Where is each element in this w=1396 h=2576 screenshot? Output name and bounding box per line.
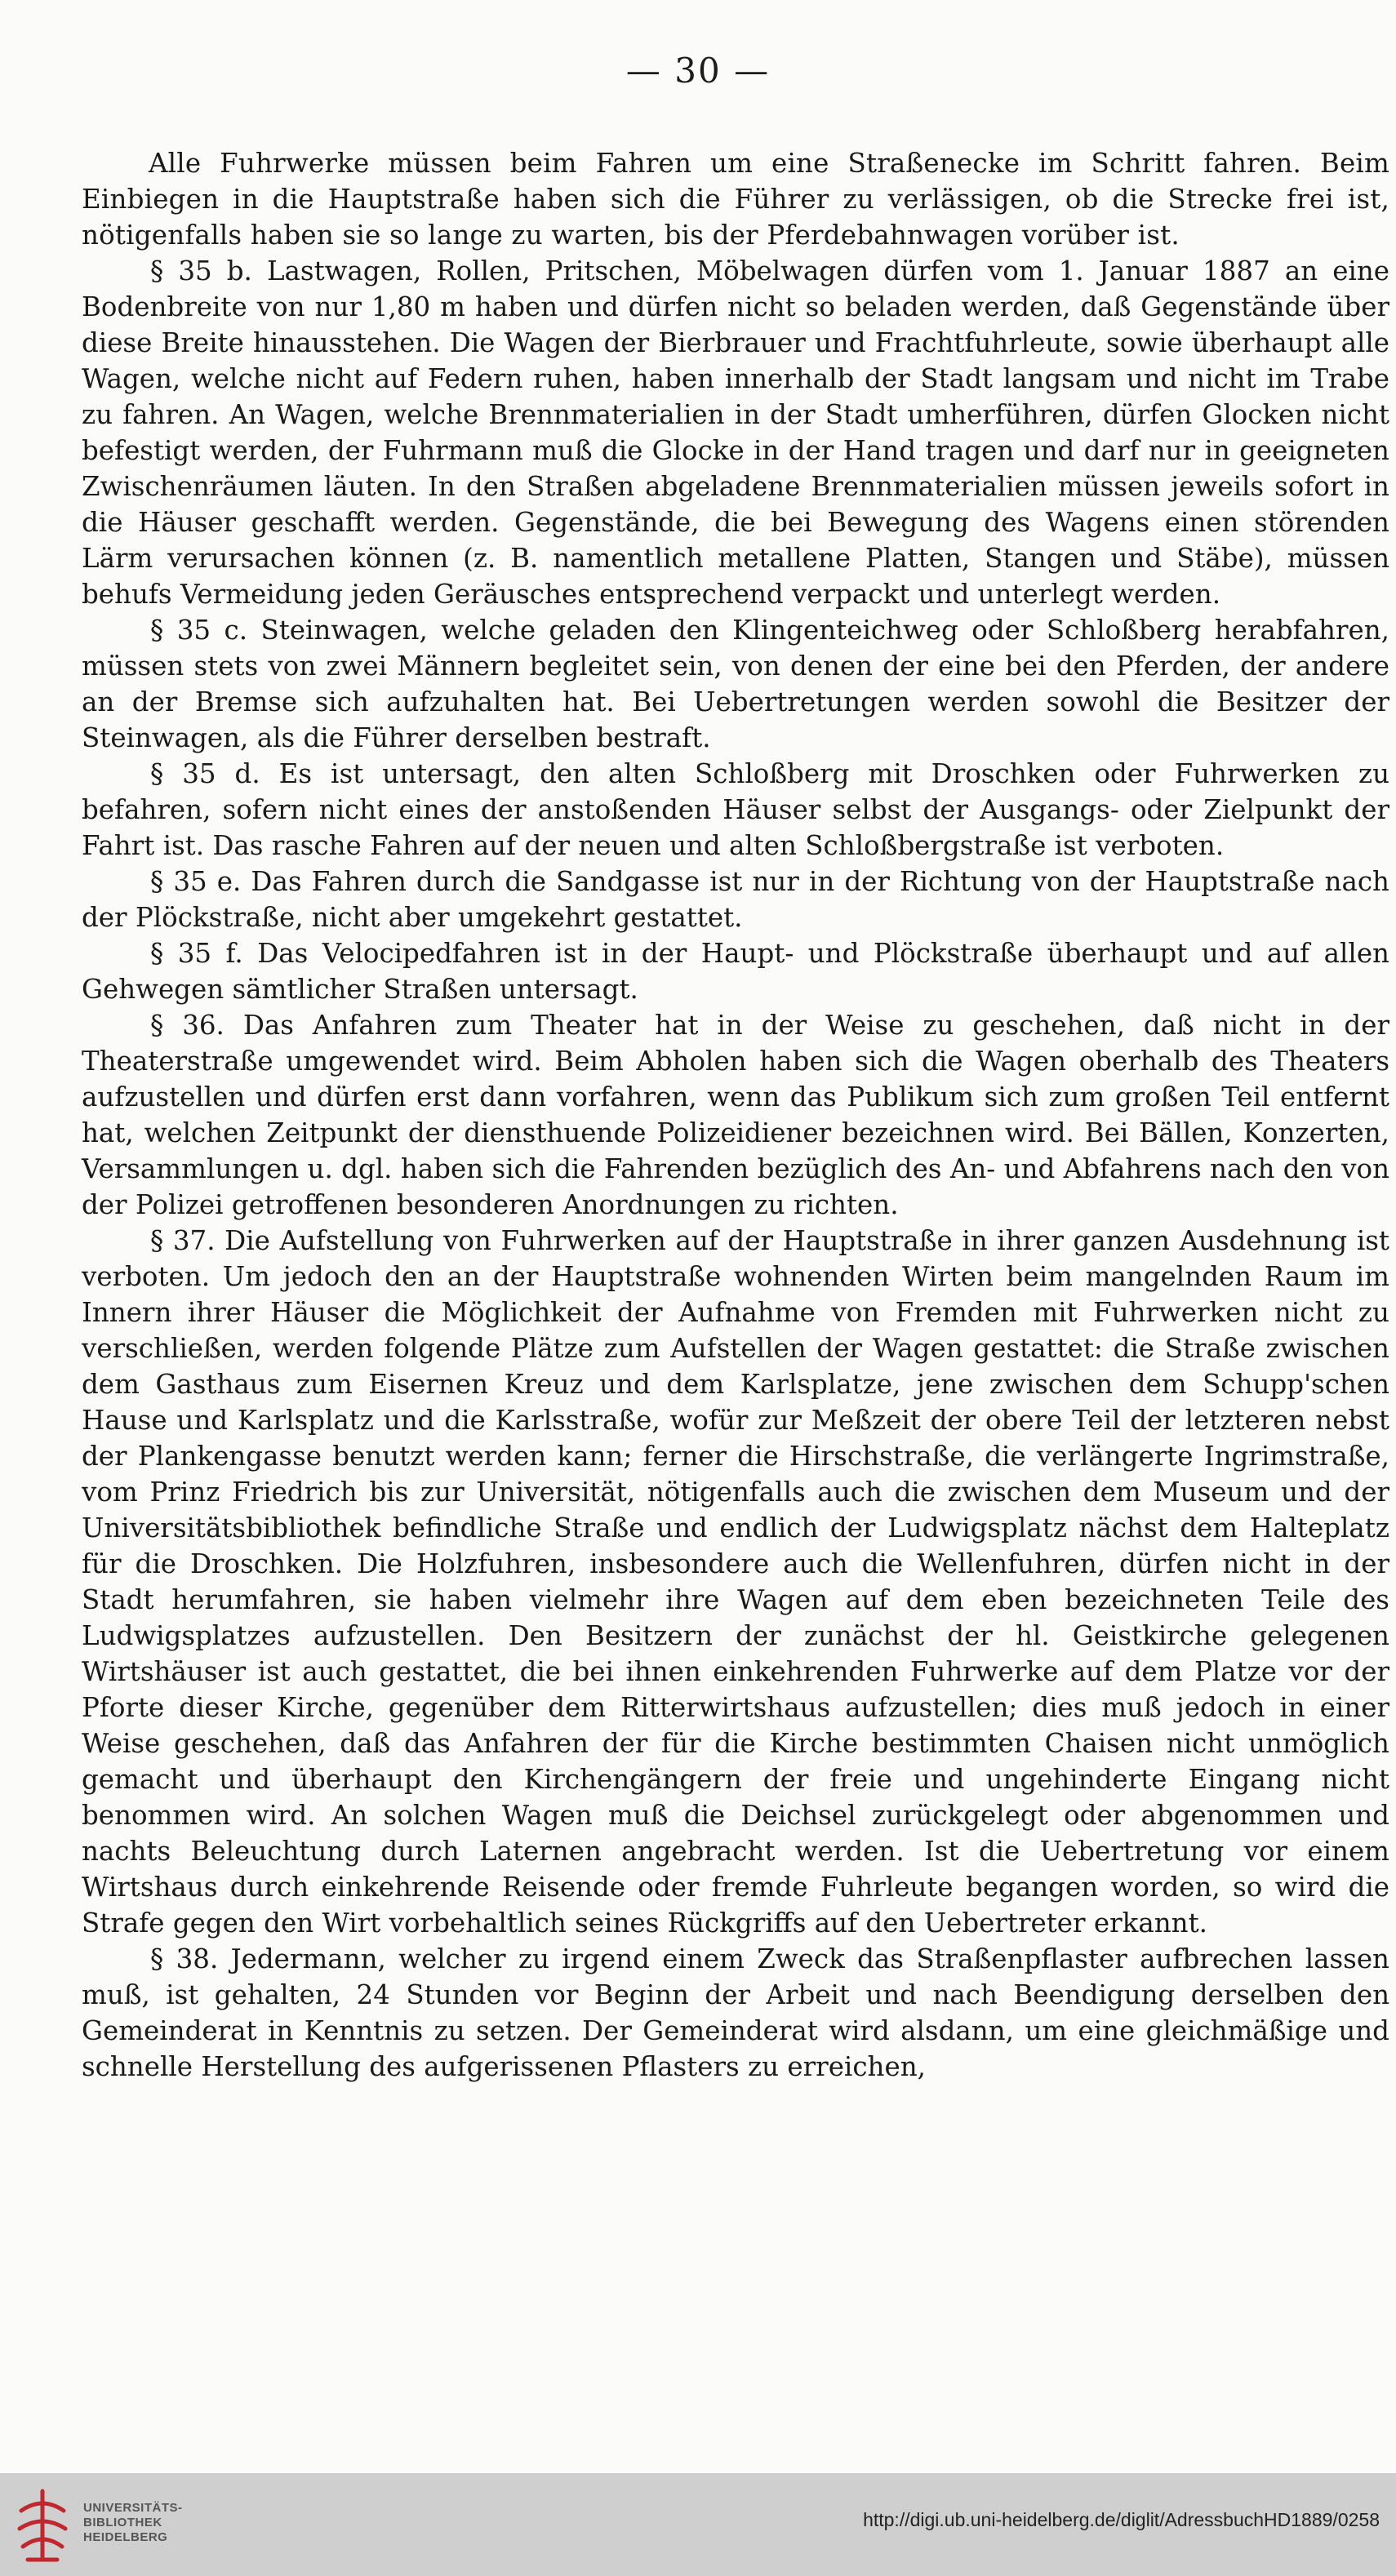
library-seal-icon <box>13 2486 72 2565</box>
document-body <box>82 145 1389 2085</box>
paragraph-intro: Alle Fuhrwerke müssen beim Fahren um eine Straßenecke im Schritt fahren. Beim Einbiegen in die Hauptstraße haben sich die Führer zu verlässigen, ob die Strecke frei ist, nötigenfalls haben sie so lange zu warten, bis der Pferdebahnwagen vorüber ist. <box>82 148 1389 251</box>
paragraph-35c: § 35 c. Steinwagen, welche geladen den Klingenteichweg oder Schloßberg herabfahren, müssen stets von zwei Männern begleitet sein, von denen der eine bei den Pferden, der andere an der Bremse sich aufzuhalten hat. Bei Uebertretungen werden sowohl die Besitzer der Steinwagen, als die Führer derselben bestraft. <box>82 615 1389 753</box>
library-name <box>83 2501 183 2545</box>
paragraph-35b: § 35 b. Lastwagen, Rollen, Pritschen, Möbelwagen dürfen vom 1. Januar 1887 an eine Bodenbreite von nur 1,80 m haben und dürfen nicht so beladen werden, daß Gegenstände über diese Breite hinausstehen. Die Wagen der Bierbrauer und Frachtfuhrleute, sowie überhaupt alle Wagen, welche nicht auf Federn ruhen, haben innerhalb der Stadt langsam und nicht im Trabe zu fahren. An Wagen, welche Brennmaterialien in der Stadt umherführen, dürfen Glocken nicht befestigt werden, der Fuhrmann muß die Glocke in der Hand tragen und darf nur in geeigneten Zwischenräumen läuten. In den Straßen abgeladene Brennmaterialien müssen jeweils sofort in die Häuser geschafft werden. Gegenstände, die bei Bewegung des Wagens einen störenden Lärm verursachen können (z. B. namentlich metallene Platten, Stangen und Stäbe), müssen behufs Vermeidung jeden Geräusches entsprechend verpackt und unterlegt werden. <box>82 255 1389 610</box>
paragraph-35f: § 35 f. Das Velocipedfahren ist in der Haupt- und Plöckstraße überhaupt und auf allen Gehwegen sämtlicher Straßen untersagt. <box>82 938 1389 1005</box>
library-name-line1: UNIVERSITÄTS- <box>83 2501 183 2515</box>
paragraph-38: § 38. Jedermann, welcher zu irgend einem Zweck das Straßenpflaster aufbrechen lassen muß, ist gehalten, 24 Stunden vor Beginn der Arbeit und nach Beendigung derselben den Gemeinderat in Kenntnis zu setzen. Der Gemeinderat wird alsdann, um eine gleichmäßige und schnelle Herstellung des aufgerissenen Pflasters zu erreichen, <box>82 1943 1389 2082</box>
paragraph-35d: § 35 d. Es ist untersagt, den alten Schloßberg mit Droschken oder Fuhrwerken zu befahren, sofern nicht eines der anstoßenden Häuser selbst der Ausgangs- oder Zielpunkt der Fahrt ist. Das rasche Fahren auf der neuen und alten Schloßbergstraße ist verboten. <box>82 758 1389 861</box>
library-name-line2: BIBLIOTHEK <box>83 2516 162 2529</box>
paragraph-36: § 36. Das Anfahren zum Theater hat in der Weise zu geschehen, daß nicht in der Theaterstraße umgewendet wird. Beim Abholen haben sich die Wagen oberhalb des Theaters aufzustellen und dürfen erst dann vorfahren, wenn das Publikum sich zum großen Teil entfernt hat, welchen Zeitpunkt der diensthuende Polizeidiener bezeichnen wird. Bei Bällen, Konzerten, Versammlungen u. dgl. haben sich die Fahrenden bezüglich des An- und Abfahrens nach den von der Polizei getroffenen besonderen Anordnungen zu richten. <box>82 1010 1389 1220</box>
library-logo[interactable] <box>13 2485 201 2566</box>
page-number: — 30 — <box>625 51 771 91</box>
paragraph-35e: § 35 e. Das Fahren durch die Sandgasse ist nur in der Richtung von der Hauptstraße nach der Plöckstraße, nicht aber umgekehrt gestattet. <box>82 866 1389 933</box>
paragraph-37: § 37. Die Aufstellung von Fuhrwerken auf der Hauptstraße in ihrer ganzen Ausdehnung ist verboten. Um jedoch den an der Hauptstraße wohnenden Wirten beim mangelnden Raum im Innern ihrer Häuser die Möglichkeit der Aufnahme von Fremden mit Fuhrwerken nicht zu verschließen, werden folgende Plätze zum Aufstellen der Wagen gestattet: die Straße zwischen dem Gasthaus zum Eisernen Kreuz und dem Karlsplatze, jene zwischen dem Schupp'schen Hause und Karlsplatz und die Karlsstraße, wofür zur Meßzeit der obere Teil der letzteren nebst der Plankengasse benutzt werden kann; ferner die Hirschstraße, die verlängerte Ingrimstraße, vom Prinz Friedrich bis zur Universität, nötigenfalls auch die zwischen dem Museum und der Universitätsbibliothek befindliche Straße und endlich der Ludwigsplatz nächst dem Halteplatz für die Droschken. Die Holzfuhren, insbesondere auch die Wellenfuhren, dürfen nicht in der Stadt herumfahren, sie haben vielmehr ihre Wagen auf dem eben bezeichneten Teile des Ludwigsplatzes aufzustellen. Den Besitzern der zunächst der hl. Geistkirche gelegenen Wirtshäuser ist auch gestattet, die bei ihnen einkehrenden Fuhrwerke auf dem Platze vor der Pforte dieser Kirche, gegenüber dem Ritterwirtshaus aufzustellen; dies muß jedoch in einer Weise geschehen, daß das Anfahren der für die Kirche bestimmten Chaisen nicht unmöglich gemacht und überhaupt den Kirchengängern der freie und ungehinderte Eingang nicht benommen wird. An solchen Wagen muß die Deichsel zurückgelegt oder abgenommen und nachts Beleuchtung durch Laternen angebracht werden. Ist die Uebertretung vor einem Wirtshaus durch einkehrende Reisende oder fremde Fuhrleute begangen worden, so wird die Strafe gegen den Wirt vorbehaltlich seines Rückgriffs auf den Uebertreter erkannt. <box>82 1225 1389 1939</box>
permalink-url[interactable]: http://digi.ub.uni-heidelberg.de/diglit/AdressbuchHD1889/0258 <box>863 2509 1380 2530</box>
library-name-line3: HEIDELBERG <box>83 2530 168 2544</box>
viewer-footer <box>0 2473 1396 2576</box>
